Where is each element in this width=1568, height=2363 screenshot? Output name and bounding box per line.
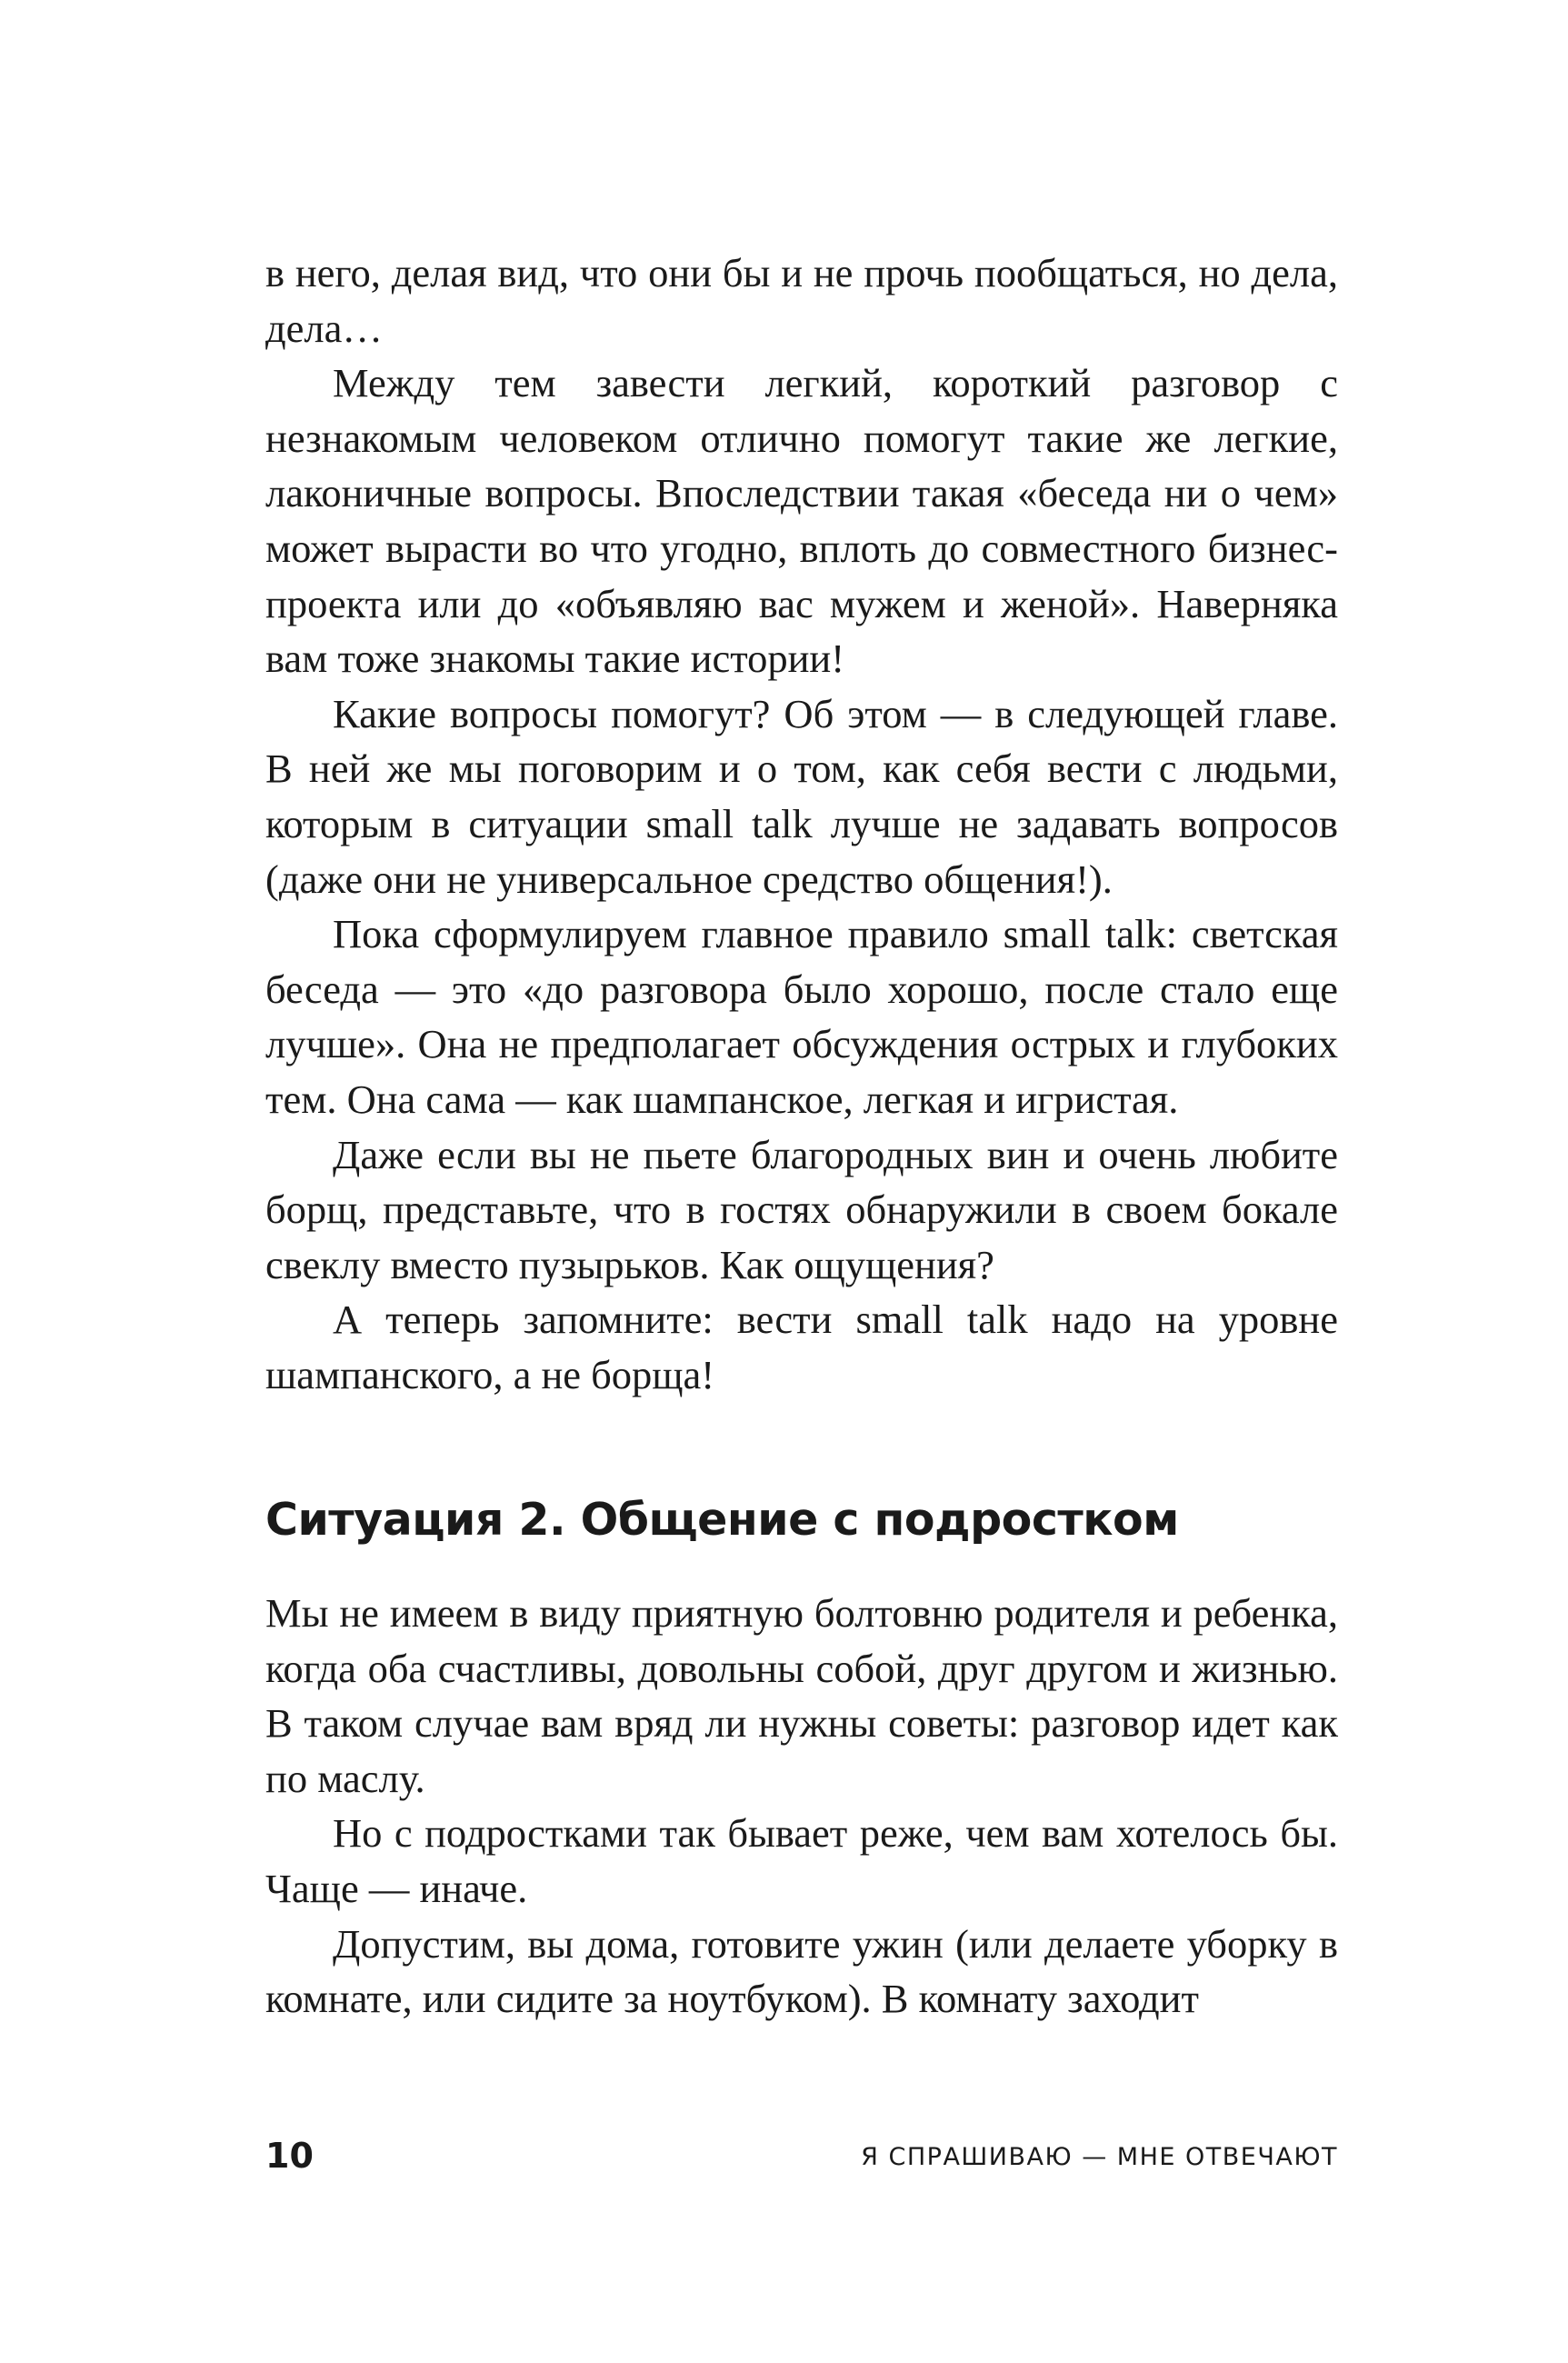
page-footer <box>265 2133 1338 2178</box>
section-two-text <box>265 1586 1338 2027</box>
paragraph: Допустим, вы дома, готовите ужин (или делаете уборку в комнате, или сидите за ноутбуком). В комнату заходит <box>265 1920 1338 2022</box>
paragraph: Какие вопросы помогут? Об этом — в следующей главе. В ней же мы поговорим и о том, как себя вести с людьми, которым в ситуации small talk лучше не задавать вопросов (даже они не универсальное средство общения!). <box>265 690 1338 902</box>
paragraph: Но с подростками так бывает реже, чем вам хотелось бы. Чаще — иначе. <box>265 1810 1338 1911</box>
section-one-text <box>265 245 1338 1402</box>
paragraph-continuation: в него, делая вид, что они бы и не прочь пообщаться, но дела, дела… <box>265 250 1338 351</box>
running-title: Я СПРАШИВАЮ — МНЕ ОТВЕЧАЮТ <box>861 2143 1338 2171</box>
paragraph: Пока сформулируем главное правило small talk: светская беседа — это «до разговора было хорошо, после стало еще лучше». Она не предполагает обсуждения острых и глубоких тем. Она сама — как шампанское, легкая и игристая. <box>265 911 1338 1122</box>
paragraph: Даже если вы не пьете благородных вин и очень любите борщ, представьте, что в гостях обнаружили в своем бокале свеклу вместо пузырьков. Как ощущения? <box>265 1131 1338 1287</box>
paragraph: Между тем завести легкий, короткий разговор с незнакомым человеком отлично помогут такие же легкие, лаконичные вопросы. Впоследствии такая «беседа ни о чем» может вырасти во что угодно, вплоть до совместного бизнес-проекта или до «объявляю вас мужем и женой». Наверняка вам тоже знакомы такие истории! <box>265 360 1338 682</box>
section-heading: Ситуация 2. Общение с подростком <box>265 1494 1179 1546</box>
paragraph-first: Мы не имеем в виду приятную болтовню родителя и ребенка, когда оба счастливы, довольны собой, друг другом и жизнью. В таком случае вам вряд ли нужны советы: разговор идет как по маслу. <box>265 1590 1338 1801</box>
paragraph: А теперь запомните: вести small talk надо на уровне шампанского, а не борща! <box>265 1297 1338 1397</box>
page-number: 10 <box>265 2136 314 2176</box>
section-heading-container <box>265 1493 1338 1547</box>
